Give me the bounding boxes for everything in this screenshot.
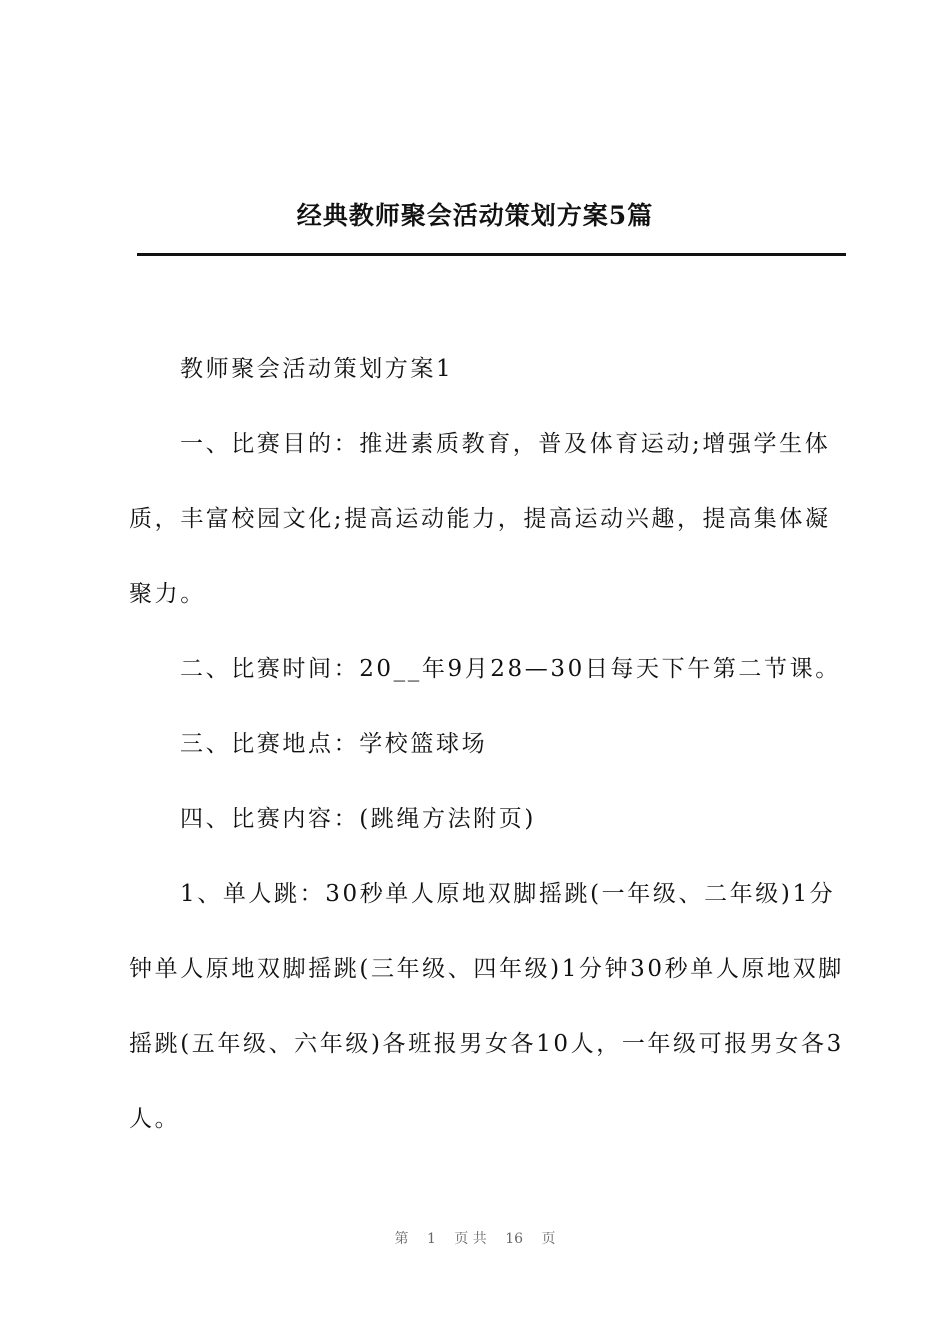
section-heading: 教师聚会活动策划方案1 <box>180 356 454 382</box>
page-footer <box>0 1228 950 1248</box>
footer-page-of-word: 页 共 <box>454 1231 487 1247</box>
footer-page-suffix: 页 <box>541 1231 556 1247</box>
paragraph-line: 聚力。 <box>129 581 206 607</box>
footer-page-word: 第 <box>394 1231 409 1247</box>
document-title: 经典教师聚会活动策划方案5篇 <box>296 201 654 230</box>
paragraph-line: 三、比赛地点：学校篮球场 <box>180 731 488 757</box>
paragraph-line: 质，丰富校园文化;提高运动能力，提高运动兴趣，提高集体凝 <box>129 506 831 532</box>
paragraph-line: 二、比赛时间：20__年9月28—30日每天下午第二节课。 <box>180 656 841 682</box>
paragraph-line: 钟单人原地双脚摇跳(三年级、四年级)1分钟30秒单人原地双脚 <box>129 956 844 982</box>
paragraph-line: 人。 <box>129 1106 181 1132</box>
footer-page-number: 1 <box>426 1231 436 1247</box>
title-divider <box>137 253 846 256</box>
paragraph-line: 摇跳(五年级、六年级)各班报男女各10人，一年级可报男女各3 <box>129 1031 844 1057</box>
footer-total-pages: 16 <box>505 1231 524 1247</box>
paragraph-line: 一、比赛目的：推进素质教育，普及体育运动;增强学生体 <box>180 431 831 457</box>
paragraph-line: 1、单人跳：30秒单人原地双脚摇跳(一年级、二年级)1分 <box>180 881 836 907</box>
paragraph-line: 四、比赛内容：(跳绳方法附页) <box>180 806 536 832</box>
